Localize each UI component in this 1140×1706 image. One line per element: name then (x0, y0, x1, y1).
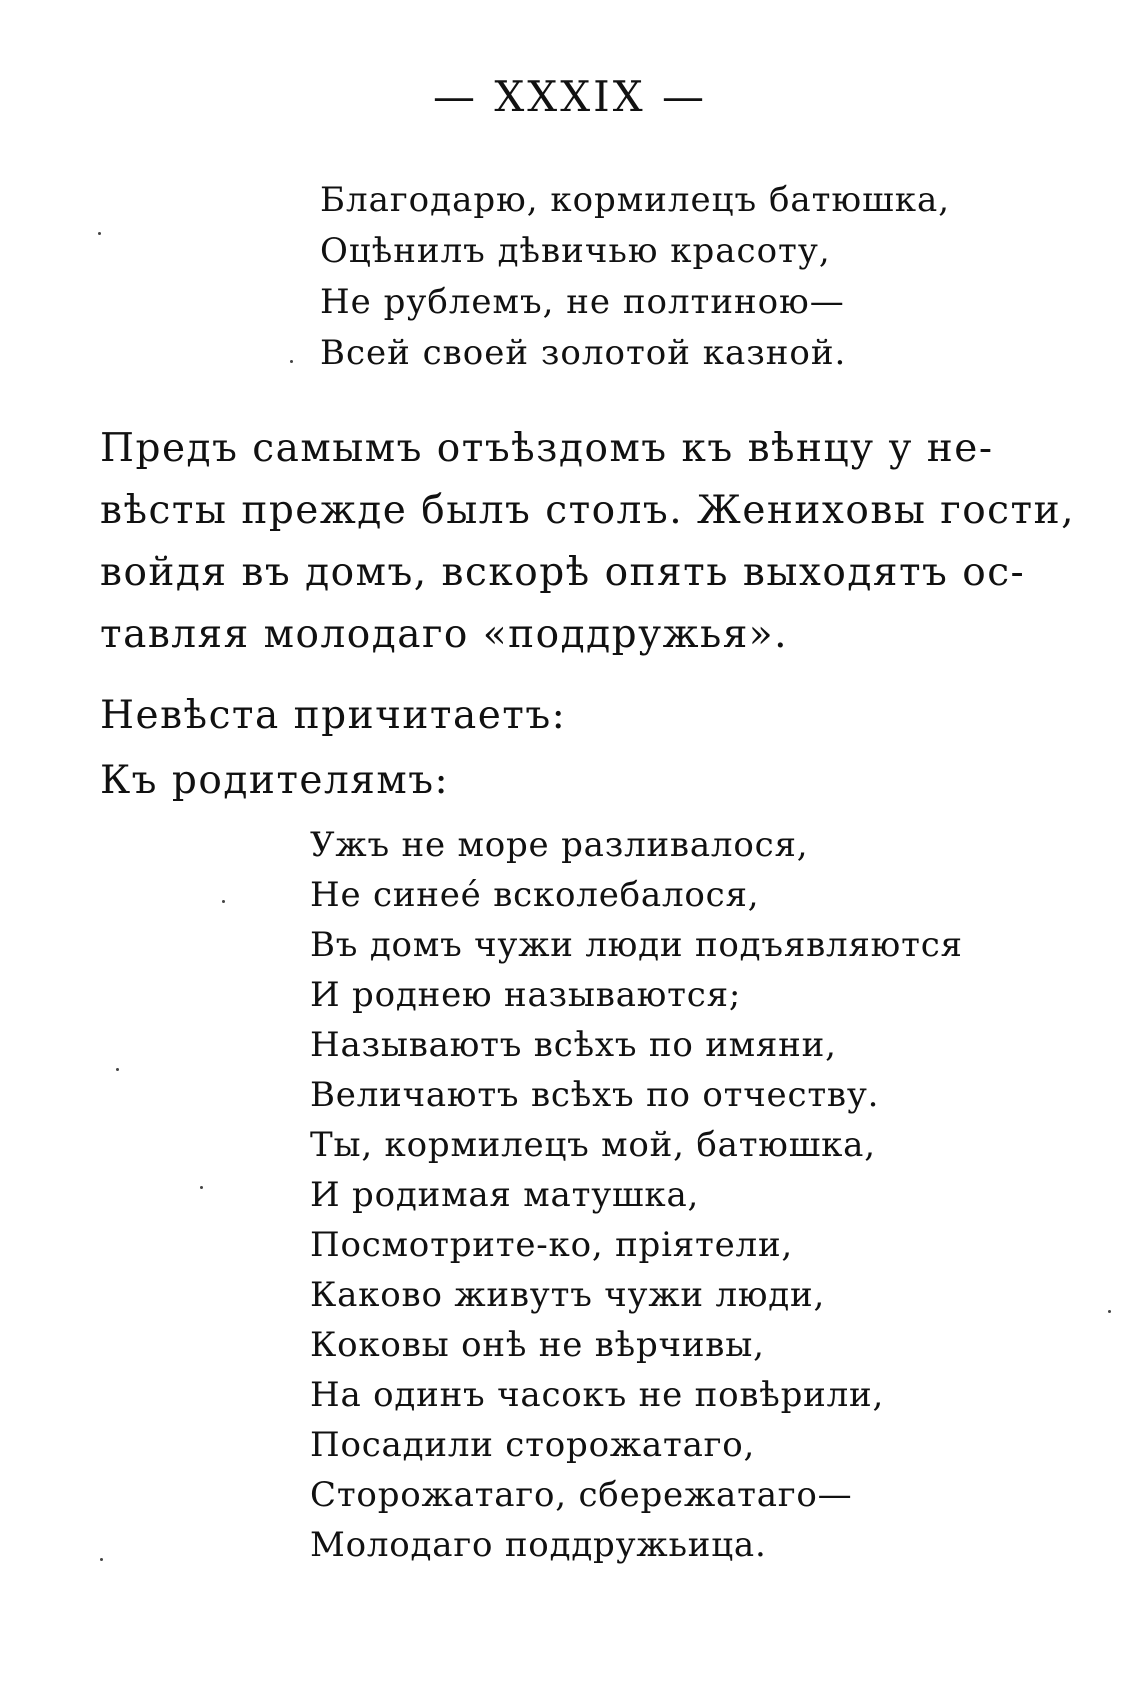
verse-line: Посмотрите-ко, прiятели, (310, 1225, 794, 1265)
prose-line: войдя въ домъ, вскорѣ опять выходятъ ос- (100, 550, 1026, 595)
print-speck (1108, 1310, 1111, 1313)
print-speck (98, 232, 101, 235)
verse-line: Оцѣнилъ дѣвичью красоту, (320, 231, 831, 271)
prose-paragraph (100, 418, 1075, 666)
prose-line: тавляя молодаго «поддружья». (100, 612, 789, 657)
section-heading-parents: Къ родителямъ: (100, 758, 450, 803)
section-heading-bride: Невѣста причитаетъ: (100, 693, 567, 738)
verse-line: И родимая матушка, (310, 1175, 700, 1215)
verse-line: Благодарю, кормилецъ батюшка, (320, 180, 951, 220)
verse-line: На одинъ часокъ не повѣрили, (310, 1375, 885, 1415)
print-speck (116, 1068, 119, 1071)
verse-line: Величаютъ всѣхъ по отчеству. (310, 1075, 880, 1115)
verse-line: Каково живутъ чужи люди, (310, 1275, 826, 1315)
verse-line: Ужъ не море разливалося, (310, 825, 809, 865)
prose-line: вѣсты прежде былъ столъ. Жениховы гости, (100, 488, 1075, 533)
prose-line: Предъ самымъ отъѣздомъ къ вѣнцу у не- (100, 426, 994, 471)
verse-stanza-1 (320, 175, 950, 379)
print-speck (100, 1558, 103, 1561)
verse-line: Молодаго поддружьица. (310, 1525, 767, 1565)
verse-line: Не синеé всколебалося, (310, 875, 760, 915)
page-number: — XXXIX — (433, 72, 707, 121)
verse-stanza-2 (310, 820, 963, 1570)
verse-line: Не рублемъ, не полтиною— (320, 282, 845, 322)
verse-line: Въ домъ чужи люди подъявляются (310, 925, 963, 965)
verse-line: Всей своей золотой казной. (320, 333, 847, 373)
verse-line: И роднею называются; (310, 975, 742, 1015)
verse-line: Ты, кормилецъ мой, батюшка, (310, 1125, 876, 1165)
print-speck (222, 900, 225, 903)
verse-line: Называютъ всѣхъ по имяни, (310, 1025, 837, 1065)
verse-line: Посадили сторожатаго, (310, 1425, 756, 1465)
verse-line: Сторожатаго, сбережатаго— (310, 1475, 853, 1515)
print-speck (290, 360, 293, 363)
print-speck (200, 1186, 203, 1189)
verse-line: Коковы онѣ не вѣрчивы, (310, 1325, 765, 1365)
